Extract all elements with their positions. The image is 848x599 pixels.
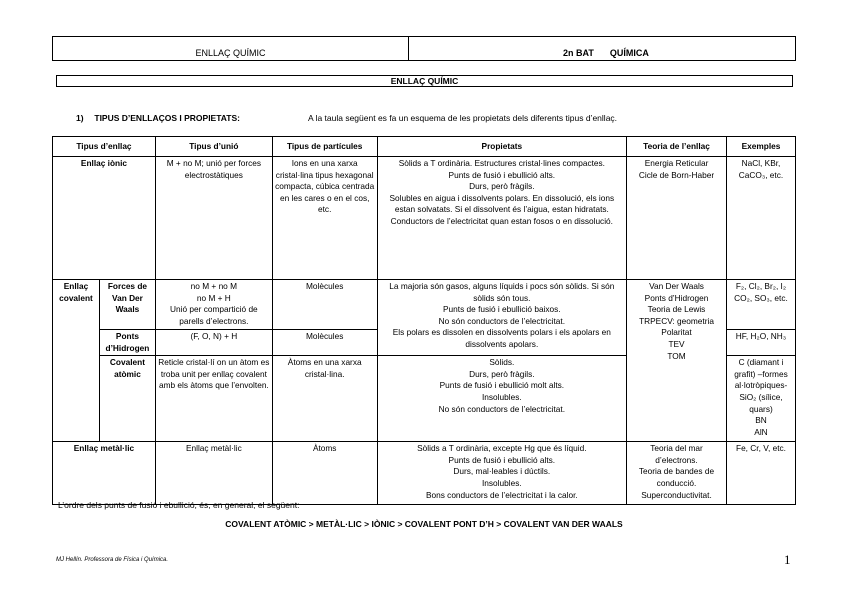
- hbond-union: (F, O, N) + H: [155, 330, 272, 356]
- metallic-particles: Àtoms: [272, 442, 377, 505]
- property-line: No són conductors de l’electricitat.: [438, 315, 565, 326]
- section-number: 1): [76, 113, 84, 123]
- property-line: Punts de fusió i ebullició baixos.: [443, 304, 561, 315]
- header-properties: Propietats: [377, 137, 626, 157]
- theory-line: Polaritat: [661, 327, 692, 338]
- header-theory: Teoria de l’enllaç: [627, 137, 727, 157]
- ionic-union: M + no M; unió per forces electrostàtiques: [155, 157, 272, 280]
- page-header: [52, 36, 796, 61]
- theory-line: Superconductivitat.: [641, 489, 712, 500]
- ionic-properties: [377, 157, 626, 280]
- theory-line: TRPECV: geometria: [639, 315, 714, 326]
- ionic-examples: NaCl, KBr, CaCO₃, etc.: [726, 157, 795, 280]
- table-row-ionic: [53, 157, 796, 280]
- property-line: No són conductors de l’electricitat.: [438, 403, 565, 414]
- hbond-examples: HF, H₂O, NH₃: [726, 330, 795, 356]
- property-line: Punts de fusió i ebullició molt alts.: [439, 380, 565, 391]
- union-line: Unió per compartició de parells d’electrons.: [170, 304, 258, 326]
- header-bond-type: Tipus d’enllaç: [53, 137, 156, 157]
- metallic-type: Enllaç metàl·lic: [53, 442, 156, 505]
- property-line: Punts de fusió i ebullició alts.: [448, 169, 556, 180]
- theory-line: Teoria de Lewis: [647, 304, 706, 315]
- property-line: Durs, però fràgils.: [469, 368, 535, 379]
- property-line: Punts de fusió i ebullició alts.: [448, 454, 556, 465]
- property-line: Sòlids a T ordinària, excepte Hg que és líquid.: [417, 443, 587, 454]
- theory-line: Energia Reticular: [644, 158, 709, 168]
- covalent-theory: [627, 280, 727, 442]
- molecular-properties: [377, 280, 626, 356]
- property-line: Sòlids.: [489, 357, 515, 368]
- property-line: Insolubles.: [481, 477, 522, 488]
- table-row-vdw: [53, 280, 796, 330]
- hbond-type: Ponts d’Hidrogen: [99, 330, 155, 356]
- theory-line: TOM: [667, 350, 686, 361]
- example-line: SiO₂ (sílice, quars): [739, 391, 783, 414]
- header-level: 2n BAT: [563, 48, 594, 58]
- property-line: Conductors de l’electricitat quan estan fosos o en dissolució.: [390, 215, 613, 226]
- atomic-properties: [377, 356, 626, 442]
- hbond-particles: Molècules: [272, 330, 377, 356]
- property-line: Bons conductors de l’electricitat i la calor.: [425, 489, 578, 500]
- property-line: Insolubles.: [481, 391, 522, 402]
- example-line: AlN: [754, 426, 768, 437]
- covalent-label-line: covalent: [59, 292, 93, 303]
- metallic-theory: [627, 442, 727, 505]
- metallic-properties: [377, 442, 626, 505]
- theory-line: Van Der Waals: [649, 281, 704, 291]
- covalent-label-line: Enllaç: [63, 281, 89, 291]
- property-line: Solubles en aigua i dissolvents polars. En dissolució, els ions estan solvatats. Si el dissolvent és l’aigua, estan hidratats.: [389, 192, 615, 215]
- ionic-particles: Ions en una xarxa cristal·lina tipus hexagonal compacta, cúbica centrada en les cares o en el cos, etc.: [272, 157, 377, 280]
- table-header-row: [53, 137, 796, 157]
- theory-line: Ponts d’Hidrogen: [644, 292, 709, 303]
- ionic-type: Enllaç iònic: [53, 157, 156, 280]
- header-union-type: Tipus d’unió: [155, 137, 272, 157]
- example-line: C (diamant i grafit) –formes al·lotròpiques-: [734, 357, 788, 391]
- page-number: 1: [784, 552, 791, 567]
- atomic-particles: Àtoms en una xarxa cristal·lina.: [272, 356, 377, 442]
- metallic-examples: Fe, Cr, V, etc.: [726, 442, 795, 505]
- vdw-particles: Molècules: [272, 280, 377, 330]
- property-line: La majoria són gasos, alguns líquids i pocs són sòlids. Si són sòlids són tous.: [389, 281, 615, 303]
- atomic-union: Reticle cristal·lí on un àtom es troba unit per enllaç covalent amb els àtoms que l’envolten.: [155, 356, 272, 442]
- document-title: ENLLAÇ QUÍMIC: [56, 75, 793, 87]
- vdw-type: Forces de Van Der Waals: [99, 280, 155, 330]
- header-examples: Exemples: [726, 137, 795, 157]
- footer-author: MJ Hellín. Professora de Física i Química.: [56, 557, 169, 563]
- header-left-title: ENLLAÇ QUÍMIC: [53, 37, 409, 60]
- atomic-type: Covalent atòmic: [99, 356, 155, 442]
- covalent-group-label: [53, 280, 100, 442]
- bond-types-table: [52, 136, 796, 505]
- header-subject: QUÍMICA: [609, 48, 649, 58]
- table-row-metallic: [53, 442, 796, 505]
- property-line: Sòlids a T ordinària. Estructures cristal·lines compactes.: [398, 158, 605, 168]
- theory-line: Teoria de bandes de conducció.: [638, 466, 715, 488]
- property-line: Durs, mal·leables i dúctils.: [453, 466, 551, 477]
- theory-line: TEV: [668, 338, 685, 349]
- header-particle-type: Tipus de partícules: [272, 137, 377, 157]
- vdw-union: [155, 280, 272, 330]
- vdw-examples: F₂, Cl₂, Br₂, I₂ CO₂, SO₃, etc.: [726, 280, 795, 330]
- property-line: Els polars es dissolen en dissolvents polars i els apolars en dissolvents apolars.: [392, 327, 611, 349]
- section-intro: A la taula següent es fa un esquema de les propietats dels diferents tipus d’enllaç.: [308, 113, 618, 123]
- union-line: no M + H: [196, 292, 231, 303]
- ionic-theory: [627, 157, 727, 280]
- section-heading: [76, 113, 618, 123]
- order-text: L’ordre dels punts de fusió i ebullició, és, en general, el següent:: [58, 500, 300, 510]
- atomic-examples: [726, 356, 795, 442]
- metallic-union: Enllaç metàl·lic: [155, 442, 272, 505]
- theory-line: Teoria del mar d’electrons.: [650, 443, 703, 465]
- example-line: BN: [755, 415, 767, 426]
- melting-point-ranking: COVALENT ATÒMIC > METÀL·LIC > IÒNIC > COVALENT PONT D’H > COVALENT VAN DER WAALS: [225, 519, 623, 529]
- theory-line: Cicle de Born-Haber: [638, 169, 715, 180]
- header-right: [409, 37, 795, 60]
- property-line: Durs, però fràgils.: [469, 181, 535, 192]
- section-title: TIPUS D’ENLLAÇOS I PROPIETATS:: [94, 113, 240, 123]
- union-line: no M + no M: [190, 281, 238, 291]
